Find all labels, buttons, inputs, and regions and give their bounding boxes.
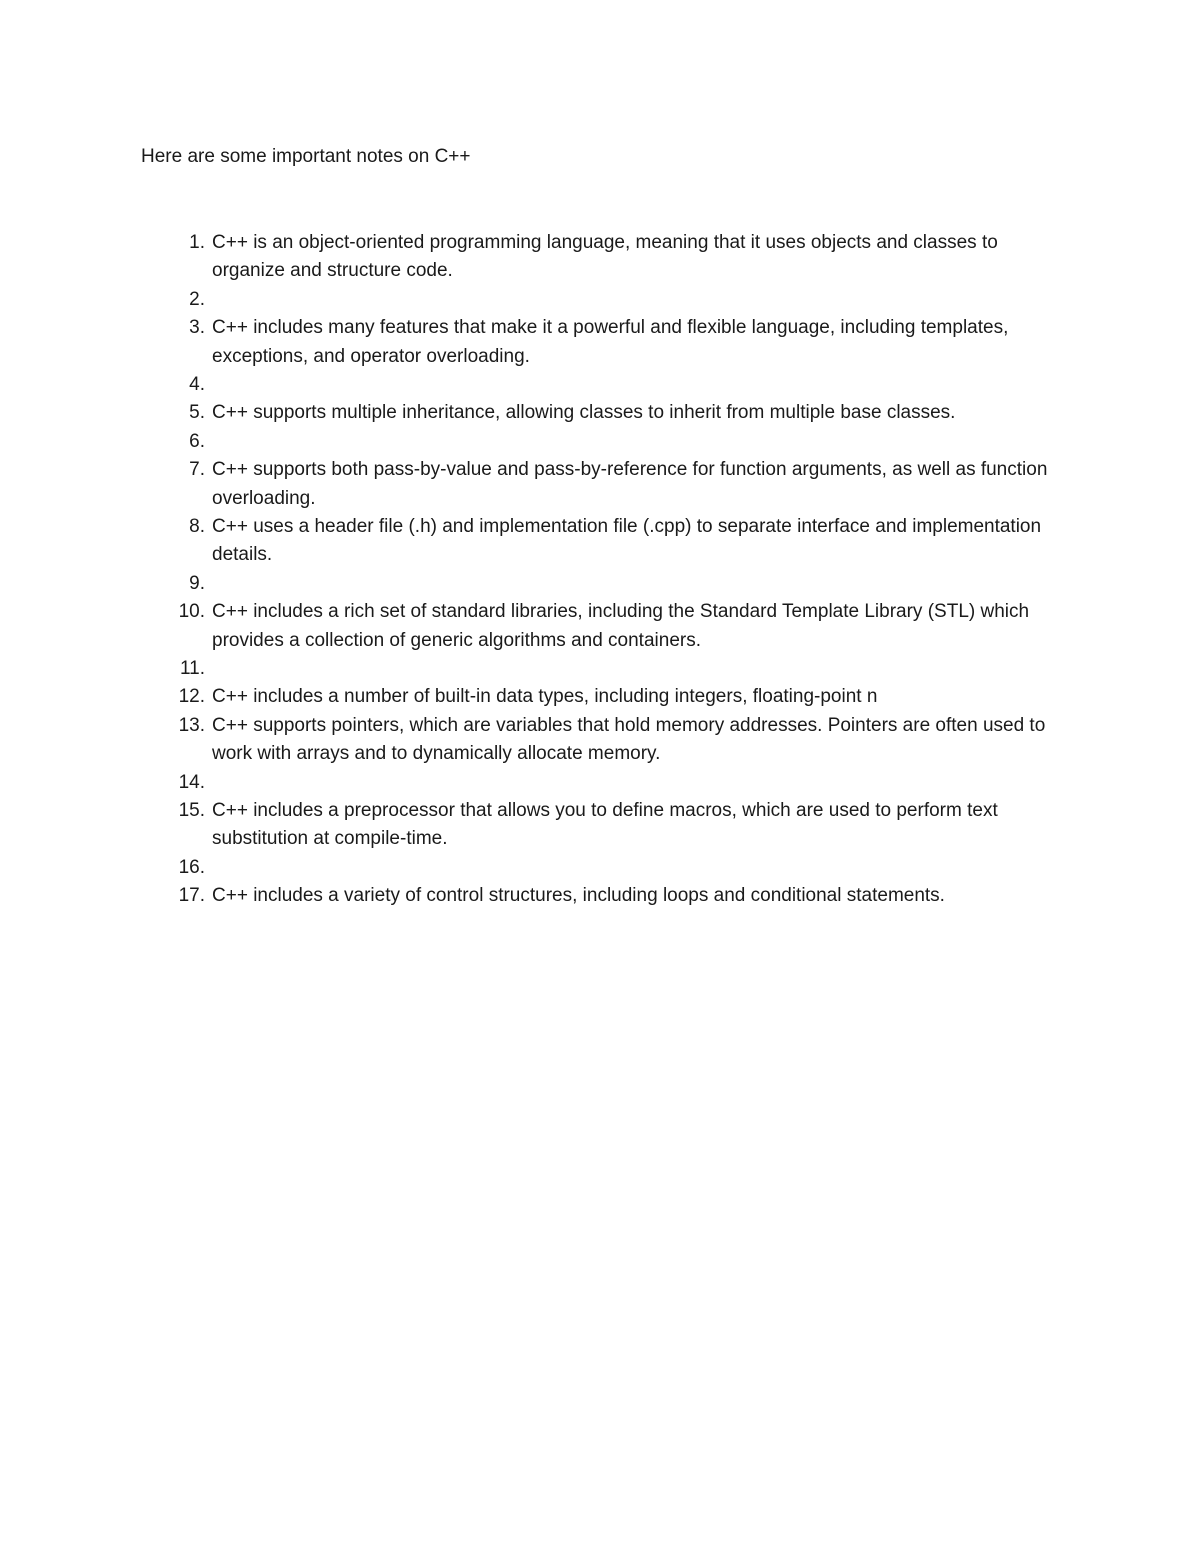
- list-item: [141, 655, 1061, 683]
- item-number: 3.: [189, 317, 205, 339]
- item-number: 14.: [178, 771, 205, 793]
- item-number: 8.: [189, 516, 205, 538]
- item-number: 15.: [178, 800, 205, 822]
- list-item: [141, 314, 1061, 371]
- list-item: [141, 769, 1061, 797]
- item-number: 13.: [178, 714, 205, 736]
- list-item: [141, 712, 1061, 769]
- item-text: C++ uses a header file (.h) and implementation file (.cpp) to separate interface and implementation details.: [212, 516, 1042, 566]
- notes-list: [141, 229, 1061, 911]
- item-number: 17.: [178, 885, 205, 907]
- item-number: 6.: [189, 430, 205, 452]
- item-number: 9.: [189, 572, 205, 594]
- item-text: C++ includes many features that make it a powerful and flexible language, including templates, exceptions, and operator overloading.: [212, 317, 1009, 367]
- item-text: C++ includes a variety of control structures, including loops and conditional statements.: [212, 885, 945, 907]
- item-text: C++ includes a number of built-in data types, including integers, floating-point n: [212, 686, 878, 708]
- list-item: [141, 229, 1061, 286]
- list-item: [141, 797, 1061, 854]
- item-number: 12.: [178, 686, 205, 708]
- item-number: 16.: [178, 856, 205, 878]
- item-text: C++ supports multiple inheritance, allowing classes to inherit from multiple base classes.: [212, 402, 956, 424]
- item-number: 5.: [189, 402, 205, 424]
- item-text: C++ includes a preprocessor that allows you to define macros, which are used to perform text substitution at compile-time.: [212, 800, 998, 850]
- list-item: [141, 570, 1061, 598]
- item-text: C++ is an object-oriented programming language, meaning that it uses objects and classes to organize and structure code.: [212, 232, 998, 282]
- list-item: [141, 399, 1061, 427]
- item-number: 2.: [189, 288, 205, 310]
- list-item: [141, 513, 1061, 570]
- list-item: [141, 683, 1061, 711]
- list-item: [141, 286, 1061, 314]
- item-number: 1.: [189, 232, 205, 253]
- item-text: C++ supports both pass-by-value and pass-by-reference for function arguments, as well as function overloading.: [212, 459, 1048, 509]
- list-item: [141, 882, 1061, 910]
- list-item: [141, 428, 1061, 456]
- list-item: [141, 456, 1061, 513]
- list-item: [141, 854, 1061, 882]
- list-item: [141, 598, 1061, 655]
- intro-text: Here are some important notes on C++: [141, 146, 471, 167]
- item-text: C++ includes a rich set of standard libraries, including the Standard Template Library (STL) which provides a collection of generic algorithms and containers.: [212, 601, 1030, 651]
- item-text: C++ supports pointers, which are variables that hold memory addresses. Pointers are often used to work with arrays and to dynamically allocate memory.: [212, 714, 1046, 765]
- item-number: 11.: [179, 658, 205, 680]
- item-number: 10.: [178, 601, 205, 623]
- item-number: 4.: [189, 374, 205, 396]
- item-number: 7.: [189, 459, 205, 481]
- list-item: [141, 371, 1061, 399]
